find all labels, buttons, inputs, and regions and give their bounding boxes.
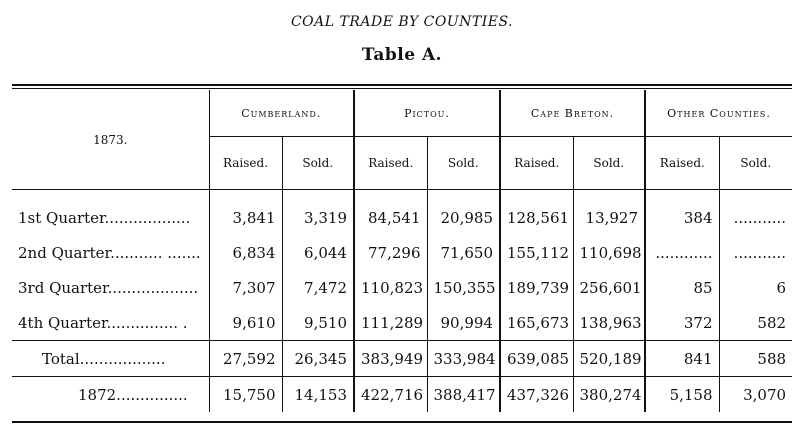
table-row	[12, 190, 792, 236]
table-cell: 15,750	[209, 377, 282, 413]
table-cell: ...........	[719, 235, 792, 270]
subheader-sold: Sold.	[427, 137, 500, 190]
table-cell: 437,326	[500, 377, 573, 413]
subheader-sold: Sold.	[719, 137, 792, 190]
table-row	[12, 305, 792, 341]
row-label: 2nd Quarter........... .......	[18, 243, 201, 262]
bottom-rule	[12, 421, 792, 423]
table-cell: 138,963	[573, 305, 645, 341]
table-cell: 384	[645, 190, 719, 236]
table-cell: 9,610	[209, 305, 282, 341]
table-row	[12, 270, 792, 305]
table-cell: 155,112	[500, 235, 573, 270]
row-label: 4th Quarter............... .	[18, 313, 188, 332]
table-cell: 110,823	[354, 270, 427, 305]
subheader-sold: Sold.	[573, 137, 645, 190]
previous-year-row	[12, 377, 792, 413]
table-cell: 9,510	[282, 305, 354, 341]
subheader-raised: Raised.	[354, 137, 427, 190]
total-row	[12, 341, 792, 377]
table-cell: 27,592	[209, 341, 282, 377]
table-cell: 150,355	[427, 270, 500, 305]
table-row	[12, 235, 792, 270]
subheader-raised: Raised.	[209, 137, 282, 190]
table-cell: 13,927	[573, 190, 645, 236]
table-cell: 189,739	[500, 270, 573, 305]
table-cell: 383,949	[354, 341, 427, 377]
top-rule-thick	[12, 84, 792, 86]
row-label: 1st Quarter..................	[18, 208, 191, 227]
subheader-sold: Sold.	[282, 137, 354, 190]
year-header: 1873.	[12, 90, 209, 190]
table-cell: 422,716	[354, 377, 427, 413]
table-cell: 841	[645, 341, 719, 377]
table-title: Table A.	[361, 45, 443, 65]
table-cell: 582	[719, 305, 792, 341]
table-cell: 380,274	[573, 377, 645, 413]
table-cell: 256,601	[573, 270, 645, 305]
region-pictou: Pictou.	[354, 90, 500, 137]
table-cell: 84,541	[354, 190, 427, 236]
table-cell: 14,153	[282, 377, 354, 413]
region-cape-breton: Cape Breton.	[500, 90, 645, 137]
table-cell: ...........	[719, 190, 792, 236]
subheader-raised: Raised.	[500, 137, 573, 190]
row-label: Total..................	[12, 341, 209, 377]
table-cell: 26,345	[282, 341, 354, 377]
table-cell: 71,650	[427, 235, 500, 270]
table-cell: 7,472	[282, 270, 354, 305]
table-cell: 3,070	[719, 377, 792, 413]
table-cell: 128,561	[500, 190, 573, 236]
table-cell: 77,296	[354, 235, 427, 270]
subheader-raised: Raised.	[645, 137, 719, 190]
coal-trade-table	[12, 90, 792, 412]
table-cell: 6,834	[209, 235, 282, 270]
table-cell: 110,698	[573, 235, 645, 270]
table-cell: 20,985	[427, 190, 500, 236]
table-cell: 6	[719, 270, 792, 305]
table-cell: 639,085	[500, 341, 573, 377]
table-cell: 520,189	[573, 341, 645, 377]
table-cell: 111,289	[354, 305, 427, 341]
row-label: 1872...............	[12, 377, 209, 413]
region-cumberland: Cumberland.	[209, 90, 354, 137]
table-cell: 165,673	[500, 305, 573, 341]
row-label: 3rd Quarter...................	[18, 278, 199, 297]
table-cell: 333,984	[427, 341, 500, 377]
region-header-row	[12, 90, 792, 137]
table-cell: ............	[645, 235, 719, 270]
region-other-counties: Other Counties.	[645, 90, 792, 137]
table-cell: 588	[719, 341, 792, 377]
table-cell: 3,841	[209, 190, 282, 236]
table-cell: 3,319	[282, 190, 354, 236]
table-cell: 6,044	[282, 235, 354, 270]
table-cell: 5,158	[645, 377, 719, 413]
table-cell: 7,307	[209, 270, 282, 305]
table-cell: 372	[645, 305, 719, 341]
table-cell: 85	[645, 270, 719, 305]
table-cell: 388,417	[427, 377, 500, 413]
document-title: COAL TRADE BY COUNTIES.	[290, 14, 514, 30]
top-rule-thin	[12, 88, 792, 89]
table-cell: 90,994	[427, 305, 500, 341]
